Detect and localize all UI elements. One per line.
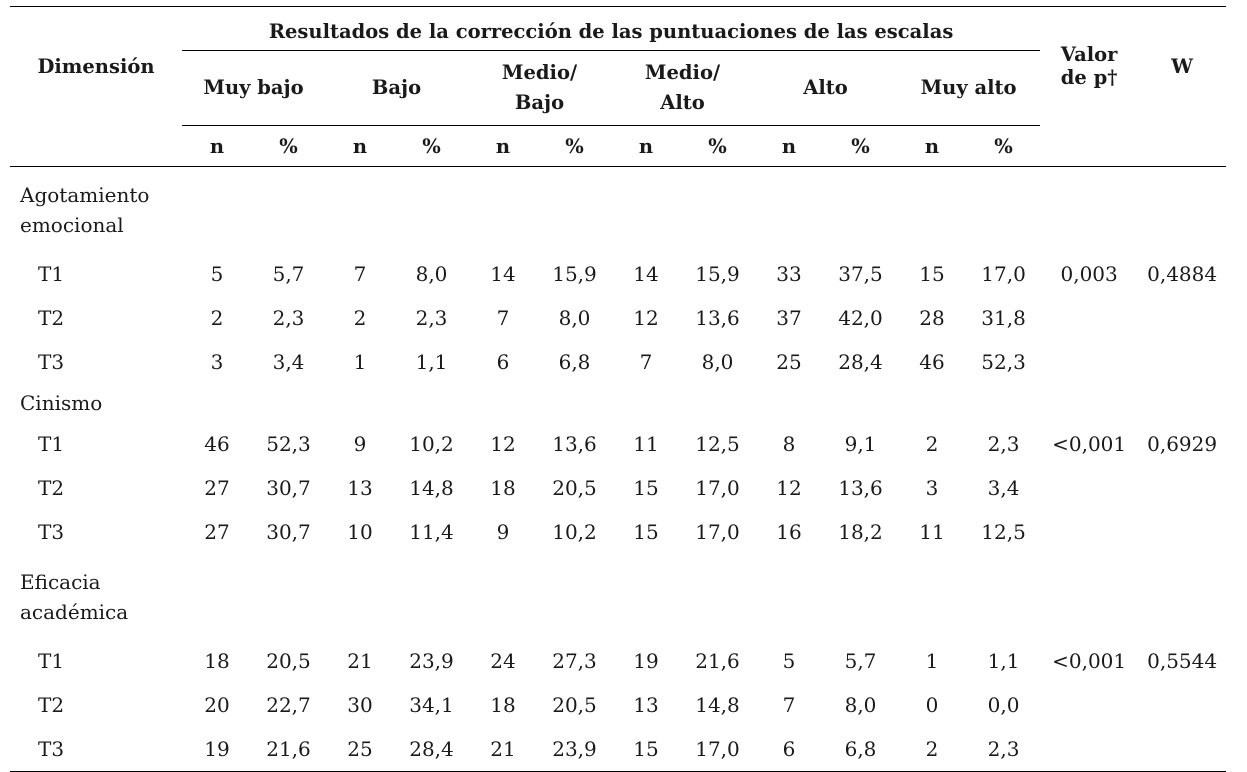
cell-n: 13 [633, 693, 659, 717]
header-p-value [1040, 7, 1138, 126]
level-line1: Medio/ [644, 61, 721, 84]
section-name-line1: Cinismo [20, 391, 103, 415]
header-level [897, 51, 1040, 126]
cell-p-value [1040, 296, 1138, 340]
cell-n: 19 [633, 649, 659, 673]
section-header-row [10, 384, 1226, 422]
cell-pct: 27,3 [552, 649, 597, 673]
table-header [10, 7, 1226, 167]
table-row [10, 340, 1226, 384]
cell-pct: 21,6 [695, 649, 740, 673]
row-label: T1 [38, 432, 65, 456]
cell-w [1138, 683, 1226, 727]
cell-p-value: <0,001 [1052, 649, 1127, 673]
cell-n: 2 [353, 306, 367, 330]
cell-pct: 17,0 [681, 727, 754, 772]
cell-pct: 10,2 [552, 520, 597, 544]
section-name-line1: Eficacia [20, 569, 101, 594]
cell-n: 5 [210, 262, 224, 286]
cell-n: 25 [776, 350, 802, 374]
cell-p-value [1040, 466, 1138, 510]
cell-n: 2 [210, 306, 224, 330]
cell-p-value [1040, 510, 1138, 554]
cell-pct: 30,7 [266, 520, 311, 544]
header-blank [1138, 126, 1226, 167]
cell-pct: 52,3 [981, 350, 1026, 374]
p-value-line1: Valor [1060, 43, 1118, 67]
cell-n: 18 [204, 649, 230, 673]
cell-n: 3 [210, 350, 224, 374]
cell-pct: 14,8 [409, 476, 454, 500]
section-name-line2: académica [20, 599, 129, 624]
cell-n: 15 [633, 476, 659, 500]
row-label: T2 [38, 306, 65, 330]
table-row [10, 252, 1226, 296]
header-pct: % [538, 126, 611, 167]
cell-pct: 34,1 [409, 693, 454, 717]
cell-n: 15 [611, 727, 681, 772]
cell-pct: 15,9 [695, 262, 740, 286]
header-w: W [1138, 7, 1226, 126]
cell-n: 2 [925, 432, 939, 456]
cell-pct: 18,2 [838, 520, 883, 544]
cell-n: 10 [347, 520, 373, 544]
cell-n: 9 [353, 432, 367, 456]
cell-n: 28 [919, 306, 945, 330]
cell-pct: 13,6 [552, 432, 597, 456]
cell-pct: 6,8 [558, 350, 591, 374]
row-label: T1 [38, 649, 65, 673]
cell-n: 27 [204, 520, 230, 544]
header-pct: % [395, 126, 468, 167]
cell-n: 33 [776, 262, 802, 286]
cell-n: 6 [496, 350, 510, 374]
cell-pct: 30,7 [266, 476, 311, 500]
cell-n: 24 [490, 649, 516, 673]
header-n: n [897, 126, 967, 167]
cell-n: 7 [496, 306, 510, 330]
header-level [325, 51, 468, 126]
cell-n: 18 [490, 476, 516, 500]
cell-n: 30 [347, 693, 373, 717]
cell-pct: 20,5 [552, 693, 597, 717]
cell-pct: 8,0 [415, 262, 448, 286]
row-label: T2 [38, 476, 65, 500]
cell-n: 7 [353, 262, 367, 286]
cell-n: 3 [925, 476, 939, 500]
cell-pct: 8,0 [558, 306, 591, 330]
table-row [10, 296, 1226, 340]
cell-pct: 0,0 [987, 693, 1020, 717]
cell-p-value [1040, 683, 1138, 727]
cell-n: 25 [325, 727, 395, 772]
cell-pct: 17,0 [695, 476, 740, 500]
cell-n: 14 [633, 262, 659, 286]
level-line2: Alto [660, 91, 705, 114]
cell-w [1138, 340, 1226, 384]
p-value-line2: de p† [1060, 66, 1118, 90]
row-label: T1 [38, 262, 65, 286]
header-n: n [611, 126, 681, 167]
cell-n: 18 [490, 693, 516, 717]
cell-n: 37 [776, 306, 802, 330]
section-name-line1: Agotamiento [20, 182, 150, 207]
cell-pct: 5,7 [272, 262, 305, 286]
section-name [10, 167, 182, 253]
cell-w: 0,4884 [1147, 262, 1218, 286]
header-pct: % [681, 126, 754, 167]
header-n: n [754, 126, 824, 167]
cell-pct: 1,1 [987, 649, 1020, 673]
cell-n: 12 [633, 306, 659, 330]
table-body [10, 167, 1226, 772]
cell-pct: 5,7 [844, 649, 877, 673]
cell-p-value [1040, 340, 1138, 384]
cell-p-value [1040, 727, 1138, 772]
header-n: n [182, 126, 252, 167]
row-label: T3 [10, 727, 182, 772]
cell-pct: 10,2 [409, 432, 454, 456]
level-line1: Muy bajo [203, 76, 304, 99]
cell-pct: 9,1 [844, 432, 877, 456]
table-row [10, 510, 1226, 554]
cell-n: 46 [204, 432, 230, 456]
cell-pct: 2,3 [987, 432, 1020, 456]
cell-pct: 20,5 [552, 476, 597, 500]
cell-n: 11 [633, 432, 659, 456]
table-row [10, 466, 1226, 510]
cell-w [1138, 510, 1226, 554]
cell-p-value: <0,001 [1052, 432, 1127, 456]
results-table [10, 6, 1226, 772]
cell-n: 20 [204, 693, 230, 717]
cell-pct: 3,4 [272, 350, 305, 374]
row-label: T2 [38, 693, 65, 717]
cell-n: 15 [919, 262, 945, 286]
cell-n: 7 [639, 350, 653, 374]
cell-pct: 15,9 [552, 262, 597, 286]
cell-n: 14 [490, 262, 516, 286]
cell-n: 13 [347, 476, 373, 500]
header-blank [1040, 126, 1138, 167]
cell-n: 6 [754, 727, 824, 772]
cell-n: 21 [468, 727, 538, 772]
cell-p-value: 0,003 [1060, 262, 1118, 286]
cell-n: 46 [919, 350, 945, 374]
cell-n: 7 [782, 693, 796, 717]
level-line1: Muy alto [920, 76, 1017, 99]
section-filler [182, 167, 1226, 253]
cell-pct: 12,5 [695, 432, 740, 456]
cell-n: 0 [925, 693, 939, 717]
cell-n: 12 [490, 432, 516, 456]
cell-n: 19 [182, 727, 252, 772]
cell-pct: 8,0 [701, 350, 734, 374]
cell-n: 1 [353, 350, 367, 374]
cell-n: 21 [347, 649, 373, 673]
cell-n: 5 [782, 649, 796, 673]
cell-pct: 28,4 [395, 727, 468, 772]
cell-pct: 13,6 [695, 306, 740, 330]
cell-pct: 14,8 [695, 693, 740, 717]
cell-pct: 42,0 [838, 306, 883, 330]
cell-pct: 3,4 [987, 476, 1020, 500]
table-row [10, 727, 1226, 772]
header-level [754, 51, 897, 126]
header-dimension: Dimensión [10, 7, 182, 126]
section-filler [182, 554, 1226, 639]
cell-pct: 17,0 [695, 520, 740, 544]
cell-pct: 20,5 [266, 649, 311, 673]
cell-pct: 2,3 [415, 306, 448, 330]
level-line2: Bajo [514, 91, 565, 114]
cell-pct: 22,7 [266, 693, 311, 717]
row-label: T3 [38, 350, 65, 374]
level-line1: Alto [803, 76, 848, 99]
header-n: n [325, 126, 395, 167]
header-level [468, 51, 611, 126]
header-group-title [182, 7, 1040, 52]
cell-n: 1 [925, 649, 939, 673]
cell-w: 0,5544 [1147, 649, 1218, 673]
cell-pct: 2,3 [967, 727, 1040, 772]
table-row [10, 683, 1226, 727]
table-row [10, 639, 1226, 683]
cell-pct: 23,9 [409, 649, 454, 673]
cell-pct: 12,5 [981, 520, 1026, 544]
cell-n: 12 [776, 476, 802, 500]
header-pct: % [252, 126, 325, 167]
section-name-line2: emocional [20, 212, 124, 237]
header-blank [10, 126, 182, 167]
cell-pct: 13,6 [838, 476, 883, 500]
group-title-text: Resultados de la corrección de las puntuaciones de las escalas [182, 7, 1040, 51]
cell-n: 11 [919, 520, 945, 544]
cell-n: 16 [776, 520, 802, 544]
header-n: n [468, 126, 538, 167]
cell-pct: 21,6 [252, 727, 325, 772]
cell-pct: 23,9 [538, 727, 611, 772]
section-header-row [10, 554, 1226, 639]
section-name [10, 384, 182, 422]
cell-pct: 2,3 [272, 306, 305, 330]
cell-w: 0,6929 [1147, 432, 1218, 456]
cell-w [1138, 466, 1226, 510]
header-pct: % [967, 126, 1040, 167]
cell-n: 27 [204, 476, 230, 500]
cell-pct: 52,3 [266, 432, 311, 456]
section-header-row [10, 167, 1226, 253]
level-line1: Bajo [371, 76, 422, 99]
section-name [10, 554, 182, 639]
header-level [611, 51, 754, 126]
cell-pct: 6,8 [824, 727, 897, 772]
cell-n: 2 [897, 727, 967, 772]
cell-n: 15 [633, 520, 659, 544]
cell-pct: 37,5 [838, 262, 883, 286]
row-label: T3 [38, 520, 65, 544]
section-filler [182, 384, 1226, 422]
cell-w [1138, 296, 1226, 340]
cell-pct: 17,0 [981, 262, 1026, 286]
cell-pct: 8,0 [844, 693, 877, 717]
cell-pct: 11,4 [409, 520, 454, 544]
header-pct: % [824, 126, 897, 167]
header-level [182, 51, 325, 126]
table-row [10, 422, 1226, 466]
level-line1: Medio/ [501, 61, 578, 84]
cell-pct: 1,1 [415, 350, 448, 374]
cell-n: 8 [782, 432, 796, 456]
cell-n: 9 [496, 520, 510, 544]
cell-w [1138, 727, 1226, 772]
cell-pct: 31,8 [981, 306, 1026, 330]
cell-pct: 28,4 [838, 350, 883, 374]
